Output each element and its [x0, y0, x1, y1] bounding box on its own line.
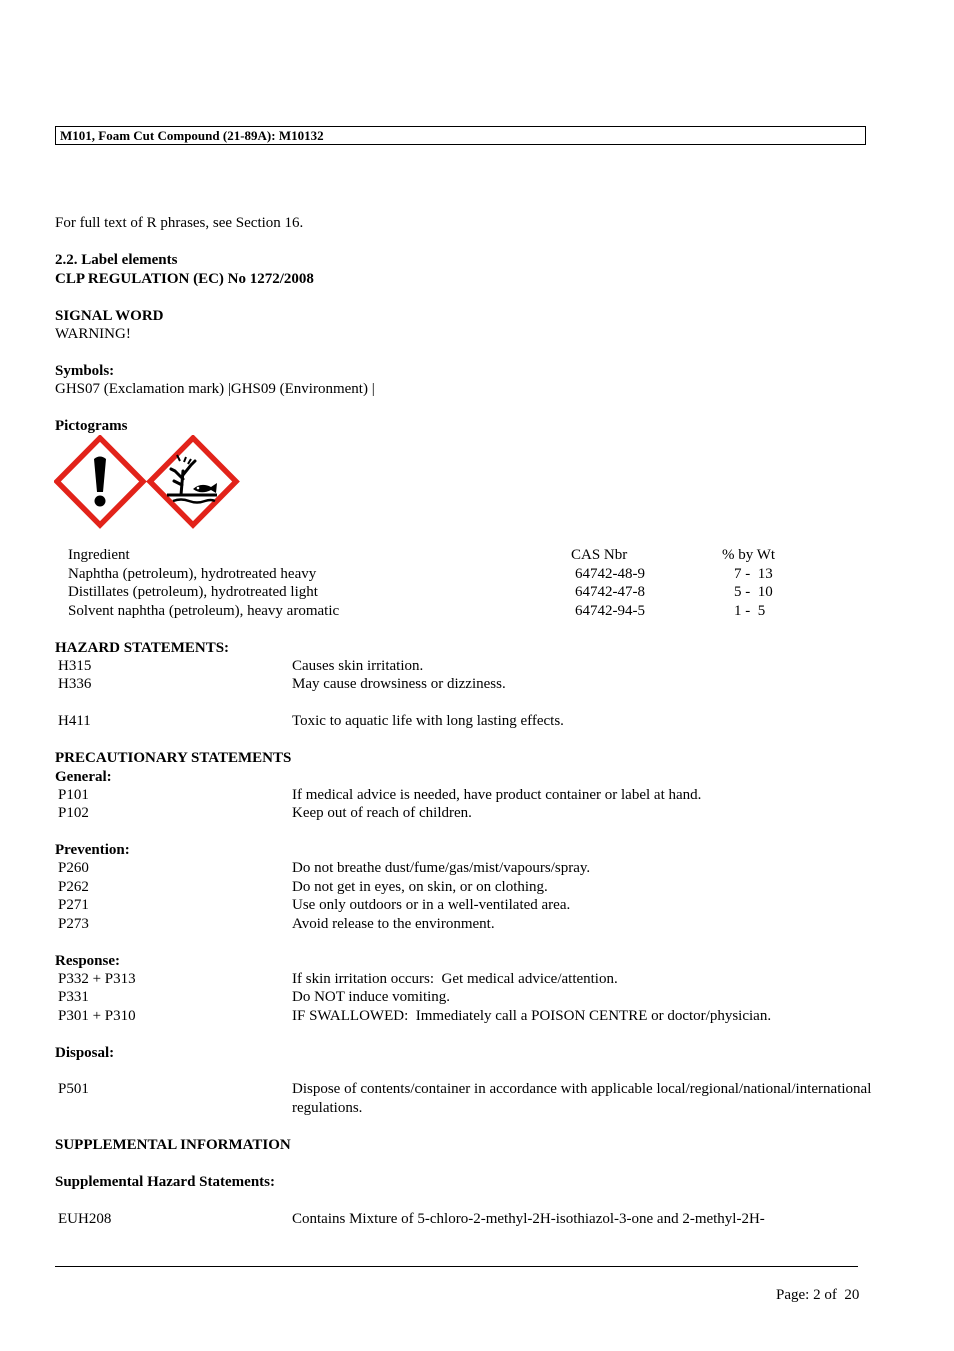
page-number: Page: 2 of 20 — [776, 1287, 860, 1303]
supplemental-hazard-heading: Supplemental Hazard Statements: — [55, 1174, 275, 1190]
statement-code: P301 + P310 — [58, 1008, 136, 1024]
symbols-heading: Symbols: — [55, 363, 115, 379]
statement-text: Avoid release to the environment. — [292, 916, 495, 932]
environment-icon — [150, 438, 236, 525]
statement-code: P260 — [58, 860, 89, 876]
ingredient-name: Solvent naphtha (petroleum), heavy aromatic — [68, 603, 340, 619]
statement-text: Contains Mixture of 5-chloro-2-methyl-2H-isothiazol-3-one and 2-methyl-2H- — [292, 1211, 765, 1227]
statement-code: P332 + P313 — [58, 971, 136, 987]
ingredient-pct: 7 - 13 — [734, 566, 773, 582]
general-heading: General: — [55, 769, 112, 785]
document-title: M101, Foam Cut Compound (21-89A): M10132 — [60, 128, 324, 143]
statement-code: P271 — [58, 897, 89, 913]
statement-text: Keep out of reach of children. — [292, 805, 472, 821]
ingredient-cas: 64742-47-8 — [575, 584, 645, 600]
statement-code: P262 — [58, 879, 89, 895]
symbols-value: GHS07 (Exclamation mark) |GHS09 (Environment) | — [55, 381, 375, 397]
document-header — [55, 126, 866, 145]
disposal-heading: Disposal: — [55, 1045, 115, 1061]
statement-code: H336 — [58, 676, 92, 692]
statement-text: IF SWALLOWED: Immediately call a POISON CENTRE or doctor/physician. — [292, 1008, 772, 1024]
footer-divider — [55, 1266, 858, 1267]
statement-code: P102 — [58, 805, 89, 821]
pictograms — [54, 435, 244, 535]
pictograms-heading: Pictograms — [55, 418, 128, 434]
statement-text-continued: regulations. — [292, 1100, 363, 1116]
statement-text: If medical advice is needed, have product container or label at hand. — [292, 787, 702, 803]
statement-text: Causes skin irritation. — [292, 658, 424, 674]
statement-text: Do NOT induce vomiting. — [292, 989, 451, 1005]
cas-header: CAS Nbr — [571, 547, 628, 563]
statement-code: H315 — [58, 658, 92, 674]
ingredient-cas: 64742-48-9 — [575, 566, 645, 582]
ingredient-name: Distillates (petroleum), hydrotreated light — [68, 584, 318, 600]
statement-text: Toxic to aquatic life with long lasting effects. — [292, 713, 564, 729]
statement-text: Do not breathe dust/fume/gas/mist/vapours/spray. — [292, 860, 591, 876]
statement-text: May cause drowsiness or dizziness. — [292, 676, 506, 692]
statement-text: Dispose of contents/container in accordance with applicable local/regional/national/international — [292, 1081, 872, 1097]
exclamation-mark-icon — [57, 438, 143, 525]
signal-word-value: WARNING! — [55, 326, 131, 342]
hazard-statements-heading: HAZARD STATEMENTS: — [55, 640, 230, 656]
signal-word-heading: SIGNAL WORD — [55, 308, 164, 324]
statement-code: P501 — [58, 1081, 89, 1097]
ingredient-header: Ingredient — [68, 547, 130, 563]
prevention-heading: Prevention: — [55, 842, 130, 858]
supplemental-information-heading: SUPPLEMENTAL INFORMATION — [55, 1137, 291, 1153]
statement-text: Use only outdoors or in a well-ventilated area. — [292, 897, 571, 913]
pct-header: % by Wt — [722, 547, 776, 563]
pictogram-group — [54, 435, 244, 530]
statement-code: H411 — [58, 713, 91, 729]
statement-text: Do not get in eyes, on skin, or on clothing. — [292, 879, 548, 895]
ingredient-name: Naphtha (petroleum), hydrotreated heavy — [68, 566, 317, 582]
statement-text: If skin irritation occurs: Get medical advice/attention. — [292, 971, 618, 987]
statement-code: P273 — [58, 916, 89, 932]
ingredient-pct: 1 - 5 — [734, 603, 766, 619]
precautionary-statements-heading: PRECAUTIONARY STATEMENTS — [55, 750, 292, 766]
label-elements-heading: 2.2. Label elements — [55, 252, 178, 268]
statement-code: P101 — [58, 787, 89, 803]
statement-code: P331 — [58, 989, 89, 1005]
clp-regulation-heading: CLP REGULATION (EC) No 1272/2008 — [55, 271, 314, 287]
ingredient-pct: 5 - 10 — [734, 584, 773, 600]
response-heading: Response: — [55, 953, 121, 969]
statement-code: EUH208 — [58, 1211, 112, 1227]
r-phrases-note: For full text of R phrases, see Section 16. — [55, 215, 304, 231]
ingredient-cas: 64742-94-5 — [575, 603, 645, 619]
